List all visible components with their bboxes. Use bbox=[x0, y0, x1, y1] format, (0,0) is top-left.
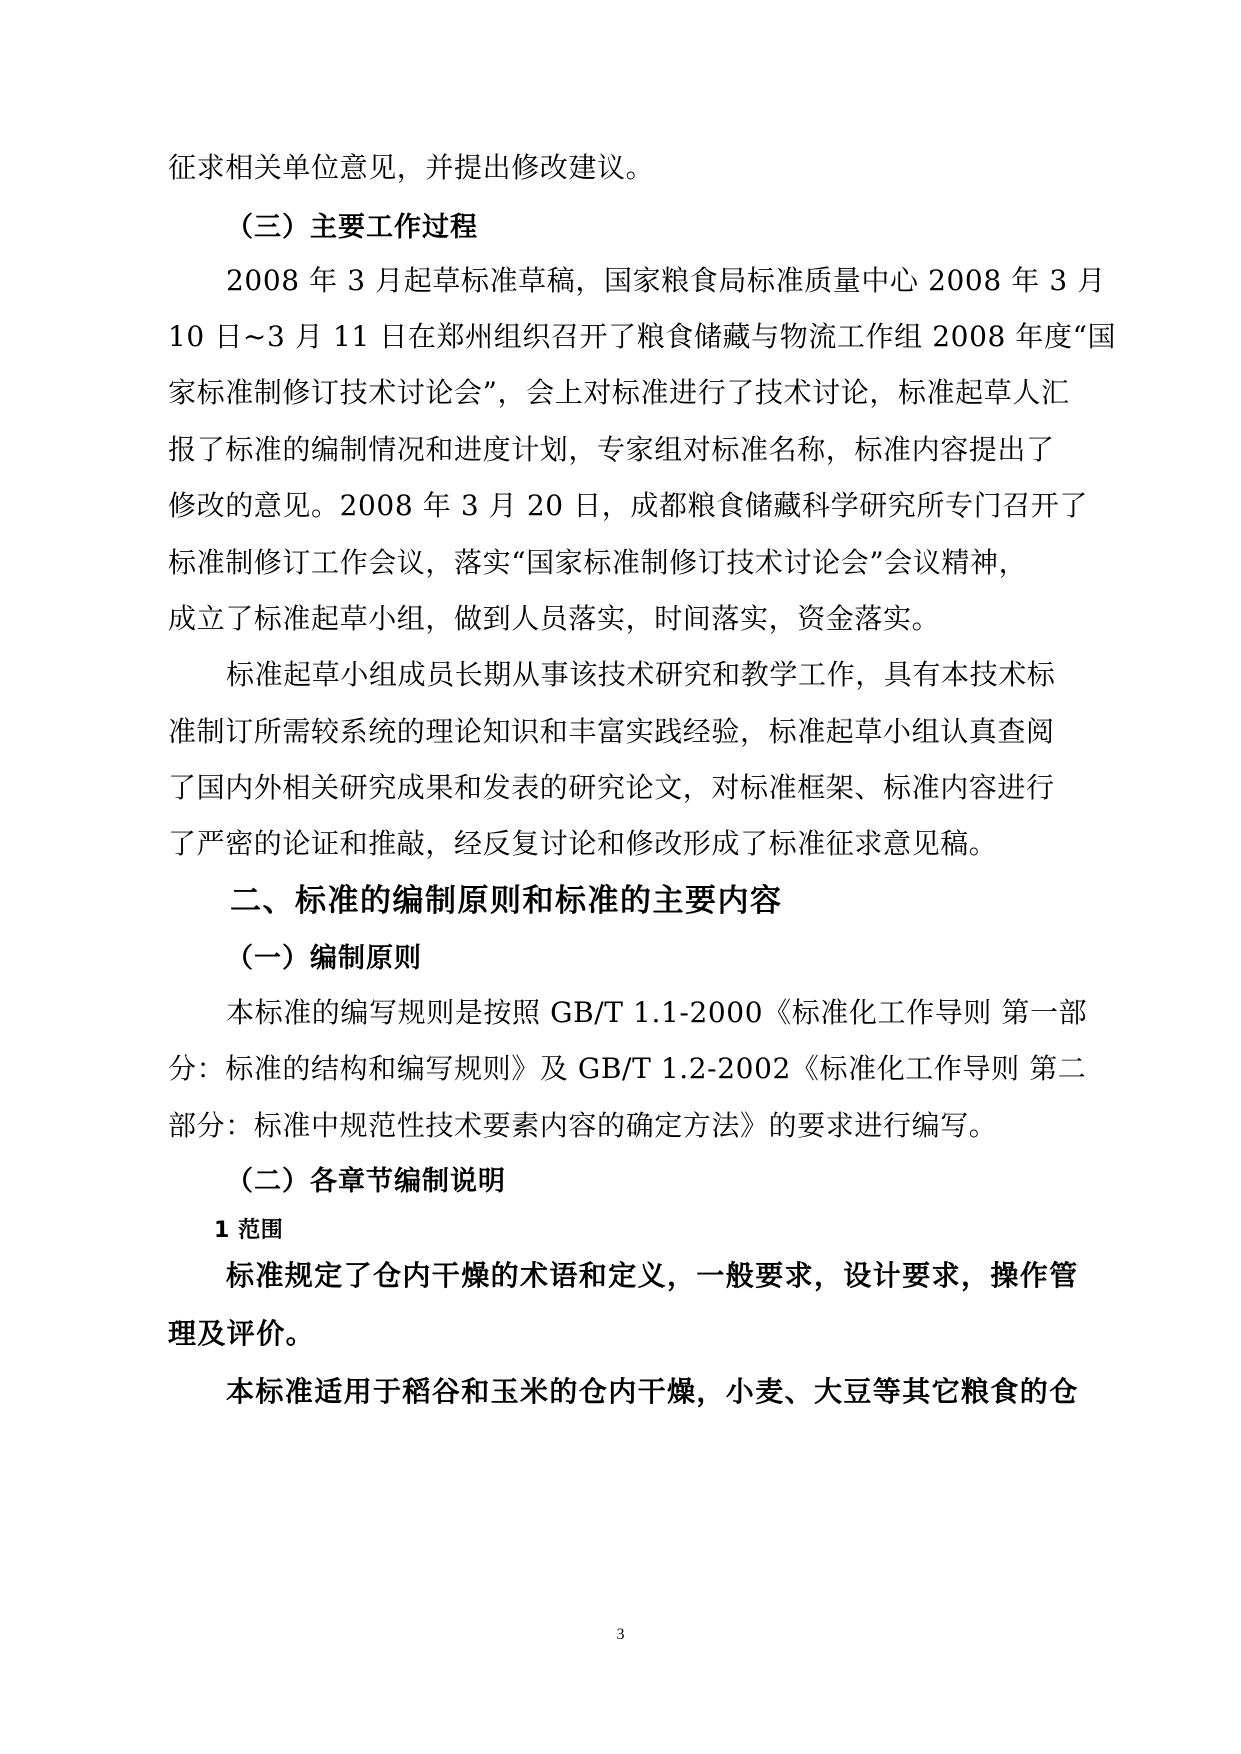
paragraph-line: 了严密的论证和推敲，经反复讨论和修改形成了标准征求意见稿。 bbox=[168, 827, 998, 860]
paragraph-line: 征求相关单位意见，并提出修改建议。 bbox=[168, 151, 655, 184]
paragraph-line: 部分：标准中规范性技术要素内容的确定方法》的要求进行编写。 bbox=[168, 1109, 998, 1142]
paragraph-line: 本标准的编写规则是按照 GB/T 1.1-2000《标准化工作导则 第一部 bbox=[226, 996, 1088, 1029]
paragraph-line: 了国内外相关研究成果和发表的研究论文，对标准框架、标准内容进行 bbox=[168, 771, 1055, 804]
paragraph-line: 标准规定了仓内干燥的术语和定义，一般要求，设计要求，操作管 bbox=[226, 1259, 1079, 1292]
paragraph-line: 本标准适用于稻谷和玉米的仓内干燥，小麦、大豆等其它粮食的仓 bbox=[226, 1375, 1079, 1408]
paragraph-line: 分：标准的结构和编写规则》及 GB/T 1.2-2002《标准化工作导则 第二 bbox=[168, 1052, 1087, 1085]
section-heading-principles: （一）编制原则 bbox=[226, 943, 422, 974]
paragraph-line: 2008 年 3 月起草标准草稿，国家粮食局标准质量中心 2008 年 3 月 bbox=[226, 264, 1106, 297]
chapter-heading: 二、标准的编制原则和标准的主要内容 bbox=[230, 883, 783, 919]
section-heading-chapters: （二）各章节编制说明 bbox=[226, 1166, 506, 1197]
paragraph-line: 理及评价。 bbox=[168, 1317, 316, 1350]
paragraph-line: 家标准制修订技术讨论会”，会上对标准进行了技术讨论，标准起草人汇 bbox=[168, 376, 1070, 409]
page-number: 3 bbox=[616, 1626, 625, 1643]
paragraph-line: 标准起草小组成员长期从事该技术研究和教学工作，具有本技术标 bbox=[226, 658, 1056, 691]
paragraph-line: 修改的意见。2008 年 3 月 20 日，成都粮食储藏科学研究所专门召开了 bbox=[168, 489, 1089, 522]
section-heading-work-process: （三）主要工作过程 bbox=[226, 212, 478, 243]
subsection-heading-scope: 1 范围 bbox=[214, 1218, 284, 1243]
paragraph-line: 标准制修订工作会议，落实“国家标准制修订技术讨论会”会议精神， bbox=[168, 546, 1028, 579]
paragraph-line: 成立了标准起草小组，做到人员落实，时间落实，资金落实。 bbox=[168, 602, 941, 635]
paragraph-line: 准制订所需较系统的理论知识和丰富实践经验，标准起草小组认真查阅 bbox=[168, 715, 1055, 748]
paragraph-line: 报了标准的编制情况和进度计划，专家组对标准名称，标准内容提出了 bbox=[168, 433, 1055, 466]
paragraph-line: 10 日~3 月 11 日在郑州组织召开了粮食储藏与物流工作组 2008 年度“国 bbox=[168, 320, 1117, 353]
